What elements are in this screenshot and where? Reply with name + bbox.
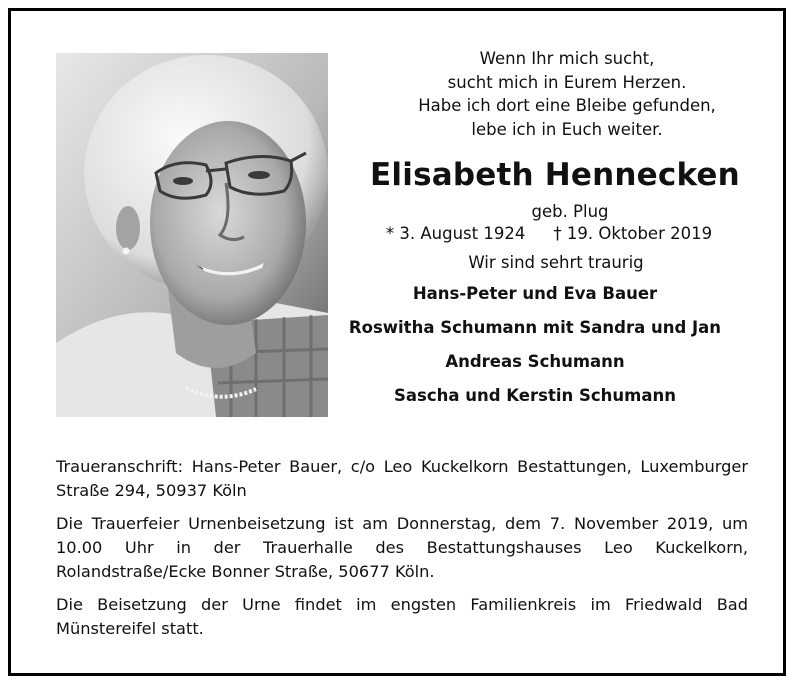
funeral-service-info: Die Trauerfeier Urnenbeisetzung ist am Donnerstag, dem 7. November 2019, um 10.00 Uhr in der Trauerhalle des Bestattungshauses Leo Kuckelkorn, Rolandstraße/Ecke Bonner Straße, 50677 Köln. xyxy=(56,514,748,581)
mourning-line: Wir sind sehrt traurig xyxy=(468,253,644,272)
mourner: Andreas Schumann xyxy=(445,352,625,371)
obituary-details xyxy=(56,455,748,650)
mourner: Hans-Peter und Eva Bauer xyxy=(412,284,658,303)
poem xyxy=(394,47,740,141)
obituary-header xyxy=(330,47,740,413)
poem-line: sucht mich in Eurem Herzen. xyxy=(447,72,687,92)
birth-name: geb. Plug xyxy=(531,202,609,221)
mourners-list xyxy=(330,277,740,413)
life-dates xyxy=(358,223,740,245)
mourner: Sascha und Kerstin Schumann xyxy=(394,386,676,405)
mourner: Roswitha Schumann mit Sandra und Jan xyxy=(348,318,722,337)
deceased-name: Elisabeth Hennecken xyxy=(370,157,740,193)
death-date: † 19. Oktober 2019 xyxy=(553,224,713,243)
poem-line: lebe ich in Euch weiter. xyxy=(471,119,663,139)
condolence-address: Traueranschrift: Hans-Peter Bauer, c/o Leo Kuckelkorn Bestattungen, Luxemburger Straße 294, 50937 Köln xyxy=(56,457,748,500)
poem-line: Wenn Ihr mich sucht, xyxy=(479,49,655,68)
burial-info: Die Beisetzung der Urne findet im engsten Familienkreis im Friedwald Bad Münstereifel statt. xyxy=(56,595,748,638)
poem-line: Habe ich dort eine Bleibe gefunden, xyxy=(418,96,716,115)
portrait-image xyxy=(56,53,328,417)
portrait-photo xyxy=(56,53,328,417)
birth-date: * 3. August 1924 xyxy=(385,224,526,243)
